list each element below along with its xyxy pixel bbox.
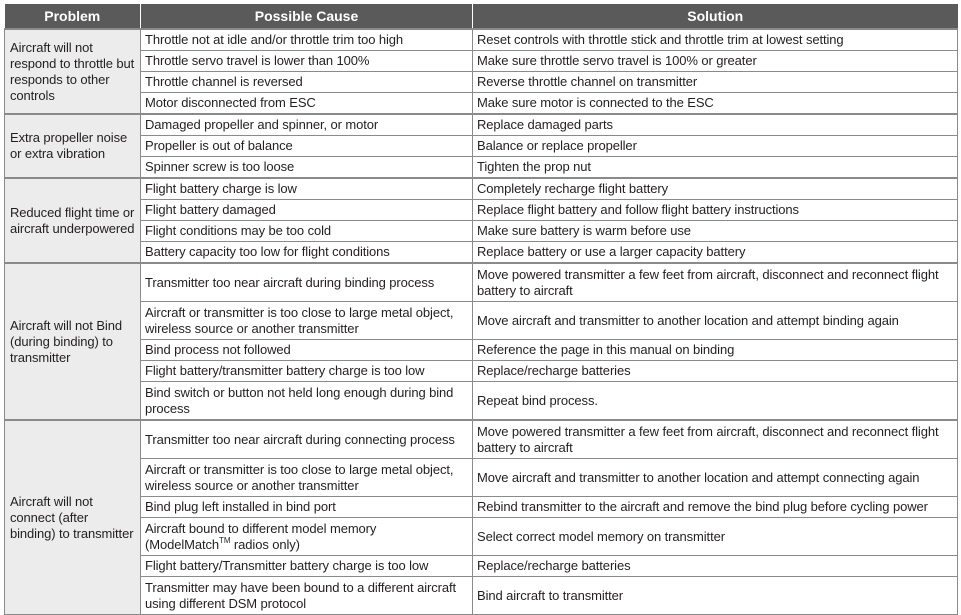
header-solution: Solution bbox=[473, 4, 958, 29]
table-row bbox=[5, 51, 958, 72]
solution-cell: Move aircraft and transmitter to another location and attempt connecting again bbox=[473, 459, 958, 497]
solution-cell: Make sure throttle servo travel is 100% or greater bbox=[473, 51, 958, 72]
cause-cell: Damaged propeller and spinner, or motor bbox=[141, 114, 473, 136]
table-row bbox=[5, 200, 958, 221]
header-problem: Problem bbox=[5, 4, 141, 29]
solution-cell: Reference the page in this manual on binding bbox=[473, 340, 958, 361]
table-row bbox=[5, 420, 958, 459]
table-row bbox=[5, 361, 958, 382]
solution-cell: Make sure battery is warm before use bbox=[473, 221, 958, 242]
cause-cell: Throttle not at idle and/or throttle trim too high bbox=[141, 29, 473, 51]
problem-group bbox=[5, 114, 958, 178]
table-row bbox=[5, 556, 958, 577]
cause-cell: Bind switch or button not held long enough during bind process bbox=[141, 382, 473, 421]
solution-cell: Bind aircraft to transmitter bbox=[473, 577, 958, 615]
table-row bbox=[5, 136, 958, 157]
solution-cell: Replace battery or use a larger capacity battery bbox=[473, 242, 958, 264]
problem-group bbox=[5, 420, 958, 615]
solution-cell: Replace flight battery and follow flight battery instructions bbox=[473, 200, 958, 221]
table-row bbox=[5, 459, 958, 497]
solution-cell: Reverse throttle channel on transmitter bbox=[473, 72, 958, 93]
table-row bbox=[5, 242, 958, 264]
table-row bbox=[5, 263, 958, 302]
solution-cell: Reset controls with throttle stick and throttle trim at lowest setting bbox=[473, 29, 958, 51]
header-row bbox=[5, 4, 958, 29]
solution-cell: Select correct model memory on transmitter bbox=[473, 518, 958, 556]
solution-cell: Completely recharge flight battery bbox=[473, 178, 958, 200]
problem-cell: Reduced flight time or aircraft underpowered bbox=[5, 178, 141, 263]
table-row bbox=[5, 114, 958, 136]
problem-cell: Aircraft will not Bind (during binding) to transmitter bbox=[5, 263, 141, 420]
solution-cell: Make sure motor is connected to the ESC bbox=[473, 93, 958, 115]
cause-cell: Flight battery charge is low bbox=[141, 178, 473, 200]
table-row bbox=[5, 577, 958, 615]
problem-cell: Aircraft will not connect (after binding) to transmitter bbox=[5, 420, 141, 615]
cause-cell: Transmitter too near aircraft during connecting process bbox=[141, 420, 473, 459]
cause-cell: Aircraft or transmitter is too close to large metal object, wireless source or another transmitter bbox=[141, 459, 473, 497]
cause-cell bbox=[141, 518, 473, 556]
solution-cell: Move powered transmitter a few feet from aircraft, disconnect and reconnect flight battery to aircraft bbox=[473, 263, 958, 302]
solution-cell: Replace/recharge batteries bbox=[473, 361, 958, 382]
table-row bbox=[5, 518, 958, 556]
cause-cell: Throttle servo travel is lower than 100% bbox=[141, 51, 473, 72]
table-row bbox=[5, 72, 958, 93]
table-row bbox=[5, 497, 958, 518]
solution-cell: Balance or replace propeller bbox=[473, 136, 958, 157]
problem-cell: Extra propeller noise or extra vibration bbox=[5, 114, 141, 178]
solution-cell: Move powered transmitter a few feet from aircraft, disconnect and reconnect flight battery to aircraft bbox=[473, 420, 958, 459]
solution-cell: Tighten the prop nut bbox=[473, 157, 958, 179]
cause-line-1: Aircraft bound to different model memory bbox=[145, 520, 377, 536]
problem-group bbox=[5, 178, 958, 263]
cause-cell: Flight battery damaged bbox=[141, 200, 473, 221]
table-row bbox=[5, 340, 958, 361]
table-row bbox=[5, 382, 958, 421]
cause-cell: Spinner screw is too loose bbox=[141, 157, 473, 179]
table-row bbox=[5, 302, 958, 340]
cause-cell: Throttle channel is reversed bbox=[141, 72, 473, 93]
cause-cell: Motor disconnected from ESC bbox=[141, 93, 473, 115]
cause-cell: Bind plug left installed in bind port bbox=[141, 497, 473, 518]
solution-cell: Replace/recharge batteries bbox=[473, 556, 958, 577]
solution-cell: Repeat bind process. bbox=[473, 382, 958, 421]
cause-cell: Flight conditions may be too cold bbox=[141, 221, 473, 242]
table-row bbox=[5, 157, 958, 179]
cause-cell: Transmitter may have been bound to a different aircraft using different DSM protocol bbox=[141, 577, 473, 615]
cause-cell: Battery capacity too low for flight conditions bbox=[141, 242, 473, 264]
header-possible-cause: Possible Cause bbox=[141, 4, 473, 29]
cause-cell: Propeller is out of balance bbox=[141, 136, 473, 157]
troubleshooting-table bbox=[4, 4, 958, 615]
cause-cell: Transmitter too near aircraft during binding process bbox=[141, 263, 473, 302]
cause-line-2: (ModelMatch bbox=[145, 536, 220, 552]
cause-cell: Bind process not followed bbox=[141, 340, 473, 361]
cause-cell: Aircraft or transmitter is too close to large metal object, wireless source or another transmitter bbox=[141, 302, 473, 340]
table-row bbox=[5, 178, 958, 200]
cause-cell: Flight battery/Transmitter battery charge is too low bbox=[141, 556, 473, 577]
table-row bbox=[5, 93, 958, 115]
table-row bbox=[5, 29, 958, 51]
solution-cell: Rebind transmitter to the aircraft and remove the bind plug before cycling power bbox=[473, 497, 958, 518]
cause-cell: Flight battery/transmitter battery charge is too low bbox=[141, 361, 473, 382]
problem-cell: Aircraft will not respond to throttle but responds to other controls bbox=[5, 29, 141, 114]
cause-line-2-end: radios only) bbox=[230, 536, 300, 552]
problem-group bbox=[5, 29, 958, 114]
table-row bbox=[5, 221, 958, 242]
trademark-superscript: TM bbox=[219, 535, 231, 545]
solution-cell: Replace damaged parts bbox=[473, 114, 958, 136]
solution-cell: Move aircraft and transmitter to another location and attempt binding again bbox=[473, 302, 958, 340]
problem-group bbox=[5, 263, 958, 420]
troubleshooting-table-container bbox=[4, 4, 958, 615]
